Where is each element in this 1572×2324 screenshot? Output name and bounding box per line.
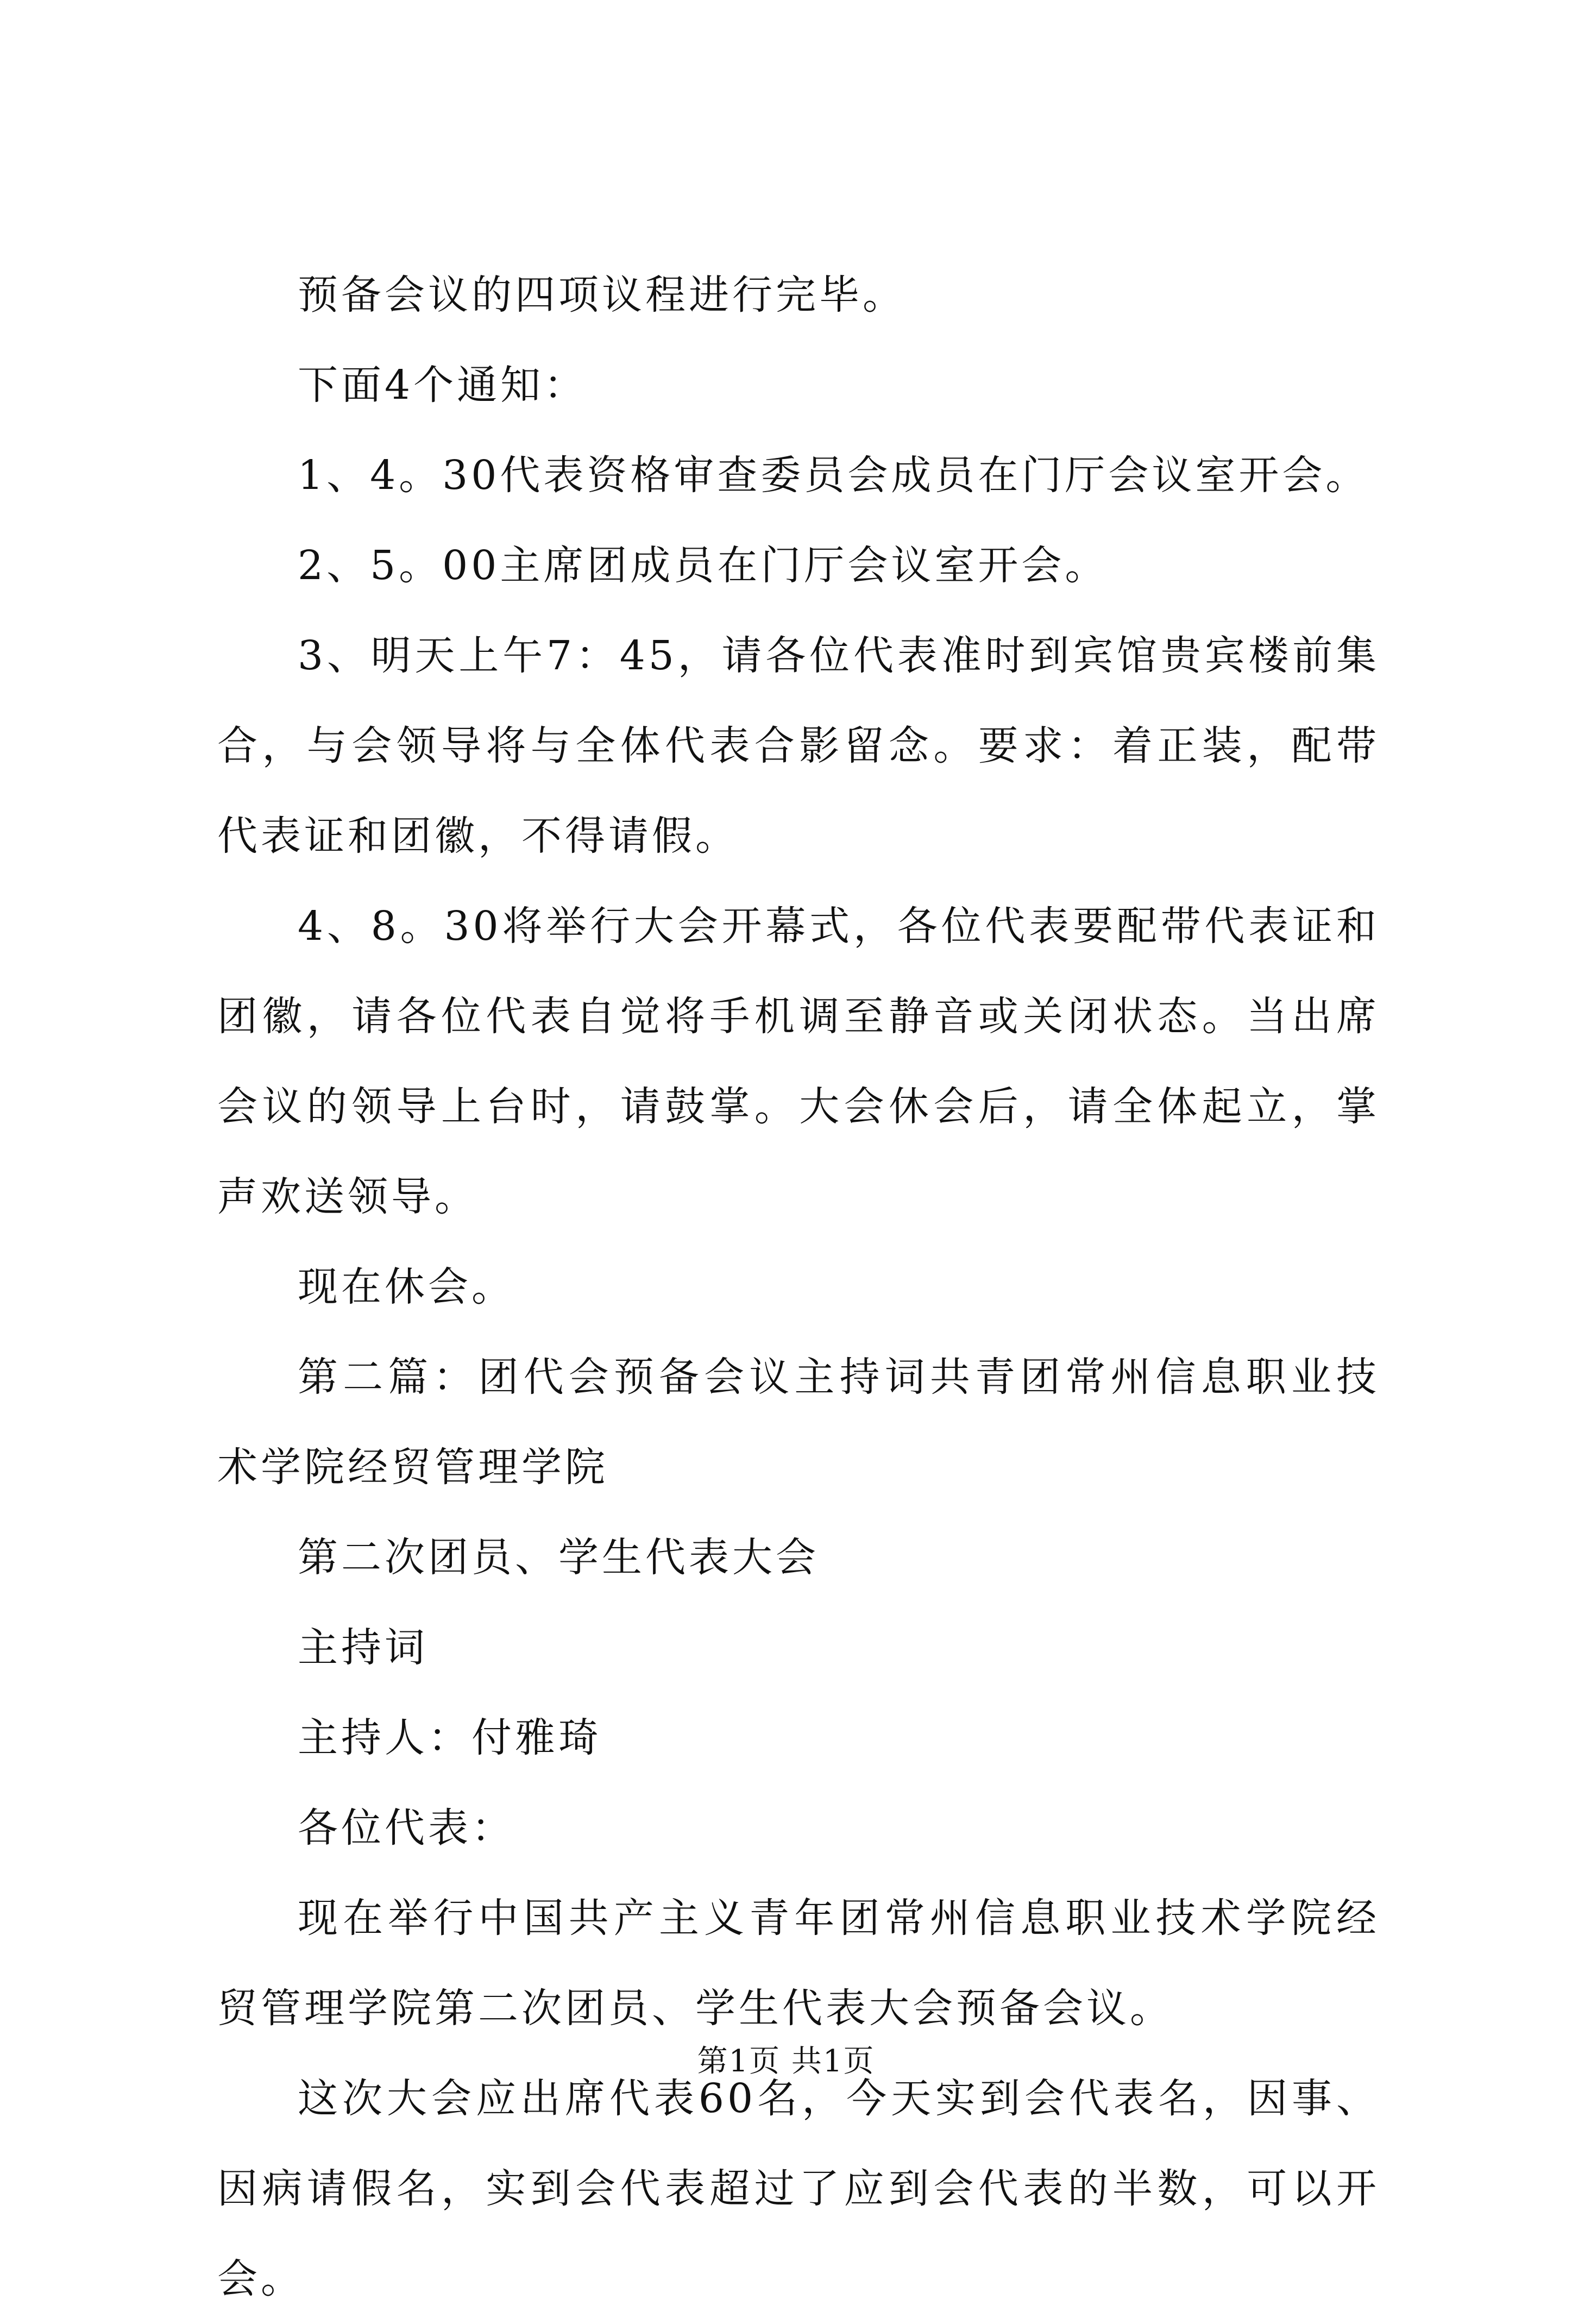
- paragraph-congress-name: 第二次团员、学生代表大会: [298, 1534, 819, 1581]
- paragraph-notices-intro: 下面4个通知：: [298, 362, 588, 409]
- paragraph-host: 主持人：付雅琦: [298, 1714, 602, 1761]
- page-footer: [0, 2040, 1572, 2083]
- paragraph-opening: 现在举行中国共产主义青年团常州信息职业技术学院经贸管理学院第二次团员、学生代表大会预备会议。: [217, 1895, 1380, 2032]
- paragraph-section-title: 第二篇：团代会预备会议主持词共青团常州信息职业技术学院经贸管理学院: [217, 1354, 1380, 1491]
- paragraph-notice-1: 1、4。30代表资格审查委员会成员在门厅会议室开会。: [298, 452, 1369, 499]
- page-number-label: 第1页 共1页: [697, 2044, 875, 2079]
- paragraph-attendance: 这次大会应出席代表60名，今天实到会代表名，因事、因病请假名，实到会代表超过了应到会代表的半数，可以开会。: [217, 2075, 1380, 2302]
- paragraph-adjourn: 现在休会。: [298, 1264, 515, 1310]
- paragraph-notice-2: 2、5。00主席团成员在门厅会议室开会。: [298, 542, 1109, 589]
- paragraph-notice-4: 4、8。30将举行大会开幕式，各位代表要配带代表证和团徽，请各位代表自觉将手机调至静音或关闭状态。当出席会议的领导上台时，请鼓掌。大会休会后，请全体起立，掌声欢送领导。: [217, 903, 1380, 1220]
- paragraph-greeting: 各位代表：: [298, 1805, 515, 1851]
- paragraph-notice-3: 3、明天上午7：45，请各位代表准时到宾馆贵宾楼前集合，与会领导将与全体代表合影留念。要求：着正装，配带代表证和团徽，不得请假。: [217, 632, 1380, 859]
- paragraph-agenda-complete: 预备会议的四项议程进行完毕。: [298, 272, 906, 318]
- document-body: [217, 250, 1380, 2324]
- paragraph-script-heading: 主持词: [298, 1624, 428, 1671]
